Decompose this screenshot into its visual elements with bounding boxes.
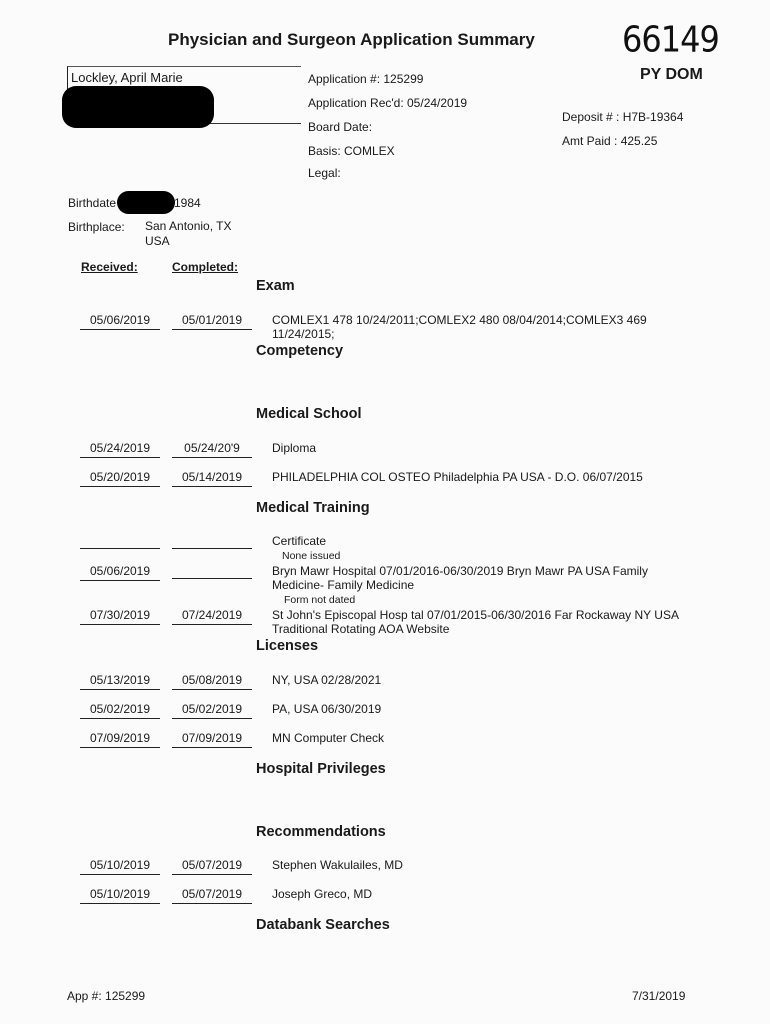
recommendation-row2-received: 05/10/2019: [80, 887, 160, 904]
training-blank-received: [80, 536, 160, 549]
section-exam: Exam: [256, 278, 295, 294]
license-row1-received: 05/13/2019: [80, 673, 160, 690]
application-number: Application #: 125299: [308, 72, 424, 86]
training-form-not-dated: Form not dated: [284, 594, 356, 606]
handwritten-number: 66149: [622, 17, 719, 61]
training-row1-line1: Bryn Mawr Hospital 07/01/2016-06/30/2019 Bryn Mawr PA USA Family: [272, 564, 648, 578]
birthdate-label: Birthdate: [68, 196, 117, 210]
completed-column-header: Completed:: [172, 260, 238, 274]
exam-scores-line2: 11/24/2015;: [272, 327, 335, 341]
training-none-issued: None issued: [282, 550, 341, 562]
license-row1-completed: 05/08/2019: [172, 673, 252, 690]
application-received: Application Rec'd: 05/24/2019: [308, 96, 468, 110]
training-row1: [272, 564, 648, 592]
school-row1-text: Diploma: [272, 441, 317, 455]
section-competency: Competency: [256, 343, 344, 359]
section-hospital-privileges: Hospital Privileges: [256, 761, 386, 777]
training-row2-line1: St John's Episcopal Hosp tal 07/01/2015-06/30/2016 Far Rockaway NY USA: [272, 608, 679, 622]
recommendation-row1-text: Stephen Wakulailes, MD: [272, 858, 403, 872]
divider: [208, 123, 301, 124]
legal: Legal:: [308, 166, 341, 180]
board-date: Board Date:: [308, 120, 373, 134]
license-row1-text: NY, USA 02/28/2021: [272, 673, 382, 687]
section-medical-school: Medical School: [256, 406, 362, 422]
birthdate-redaction: [117, 191, 175, 214]
training-row1-line2: Medicine- Family Medicine: [272, 578, 415, 592]
page-title: Physician and Surgeon Application Summary: [168, 30, 535, 49]
license-row3-completed: 07/09/2019: [172, 731, 252, 748]
redaction-block: [62, 86, 214, 128]
exam-completed-date: 05/01/2019: [172, 313, 252, 330]
recommendation-row2-completed: 05/07/2019: [172, 887, 252, 904]
birthdate-year: 1984: [174, 196, 201, 210]
applicant-name: Lockley, April Marie: [71, 70, 183, 85]
recommendation-row2-text: Joseph Greco, MD: [272, 887, 373, 901]
training-row1-completed-blank: [172, 566, 252, 579]
recommendation-row1-received: 05/10/2019: [80, 858, 160, 875]
training-row1-received: 05/06/2019: [80, 564, 160, 581]
recommendation-row1-completed: 05/07/2019: [172, 858, 252, 875]
school-row2-text: PHILADELPHIA COL OSTEO Philadelphia PA USA - D.O. 06/07/2015: [272, 470, 643, 484]
stamp-label: PY DOM: [640, 66, 703, 83]
amount-paid: Amt Paid : 425.25: [562, 134, 658, 148]
training-row2: [272, 608, 679, 636]
received-column-header: Received:: [81, 260, 138, 274]
license-row2-completed: 05/02/2019: [172, 702, 252, 719]
section-licenses: Licenses: [256, 638, 319, 654]
training-certificate: Certificate: [272, 534, 327, 548]
section-databank-searches: Databank Searches: [256, 917, 390, 933]
exam-received-date: 05/06/2019: [80, 313, 160, 330]
school-row2-completed: 05/14/2019: [172, 470, 252, 487]
footer-date: 7/31/2019: [632, 989, 686, 1003]
training-blank-completed: [172, 536, 252, 549]
school-row1-received: 05/24/2019: [80, 441, 160, 458]
school-row1-completed: 05/24/20'9: [172, 441, 252, 458]
birthplace-country: USA: [145, 234, 170, 248]
license-row2-text: PA, USA 06/30/2019: [272, 702, 382, 716]
license-row3-received: 07/09/2019: [80, 731, 160, 748]
birthplace-city: San Antonio, TX: [145, 219, 232, 233]
exam-scores-line1: COMLEX1 478 10/24/2011;COMLEX2 480 08/04/2014;COMLEX3 469: [272, 313, 647, 327]
training-row2-received: 07/30/2019: [80, 608, 160, 625]
training-row2-completed: 07/24/2019: [172, 608, 252, 625]
birthplace-label: Birthplace:: [68, 220, 125, 234]
deposit-number: Deposit # : H7B-19364: [562, 110, 684, 124]
footer-app-number: App #: 125299: [67, 989, 146, 1003]
exam-scores: [272, 313, 647, 341]
section-recommendations: Recommendations: [256, 824, 386, 840]
school-row2-received: 05/20/2019: [80, 470, 160, 487]
section-medical-training: Medical Training: [256, 500, 370, 516]
training-row2-line2: Traditional Rotating AOA Website: [272, 622, 450, 636]
license-row2-received: 05/02/2019: [80, 702, 160, 719]
basis: Basis: COMLEX: [308, 144, 395, 158]
license-row3-text: MN Computer Check: [272, 731, 385, 745]
